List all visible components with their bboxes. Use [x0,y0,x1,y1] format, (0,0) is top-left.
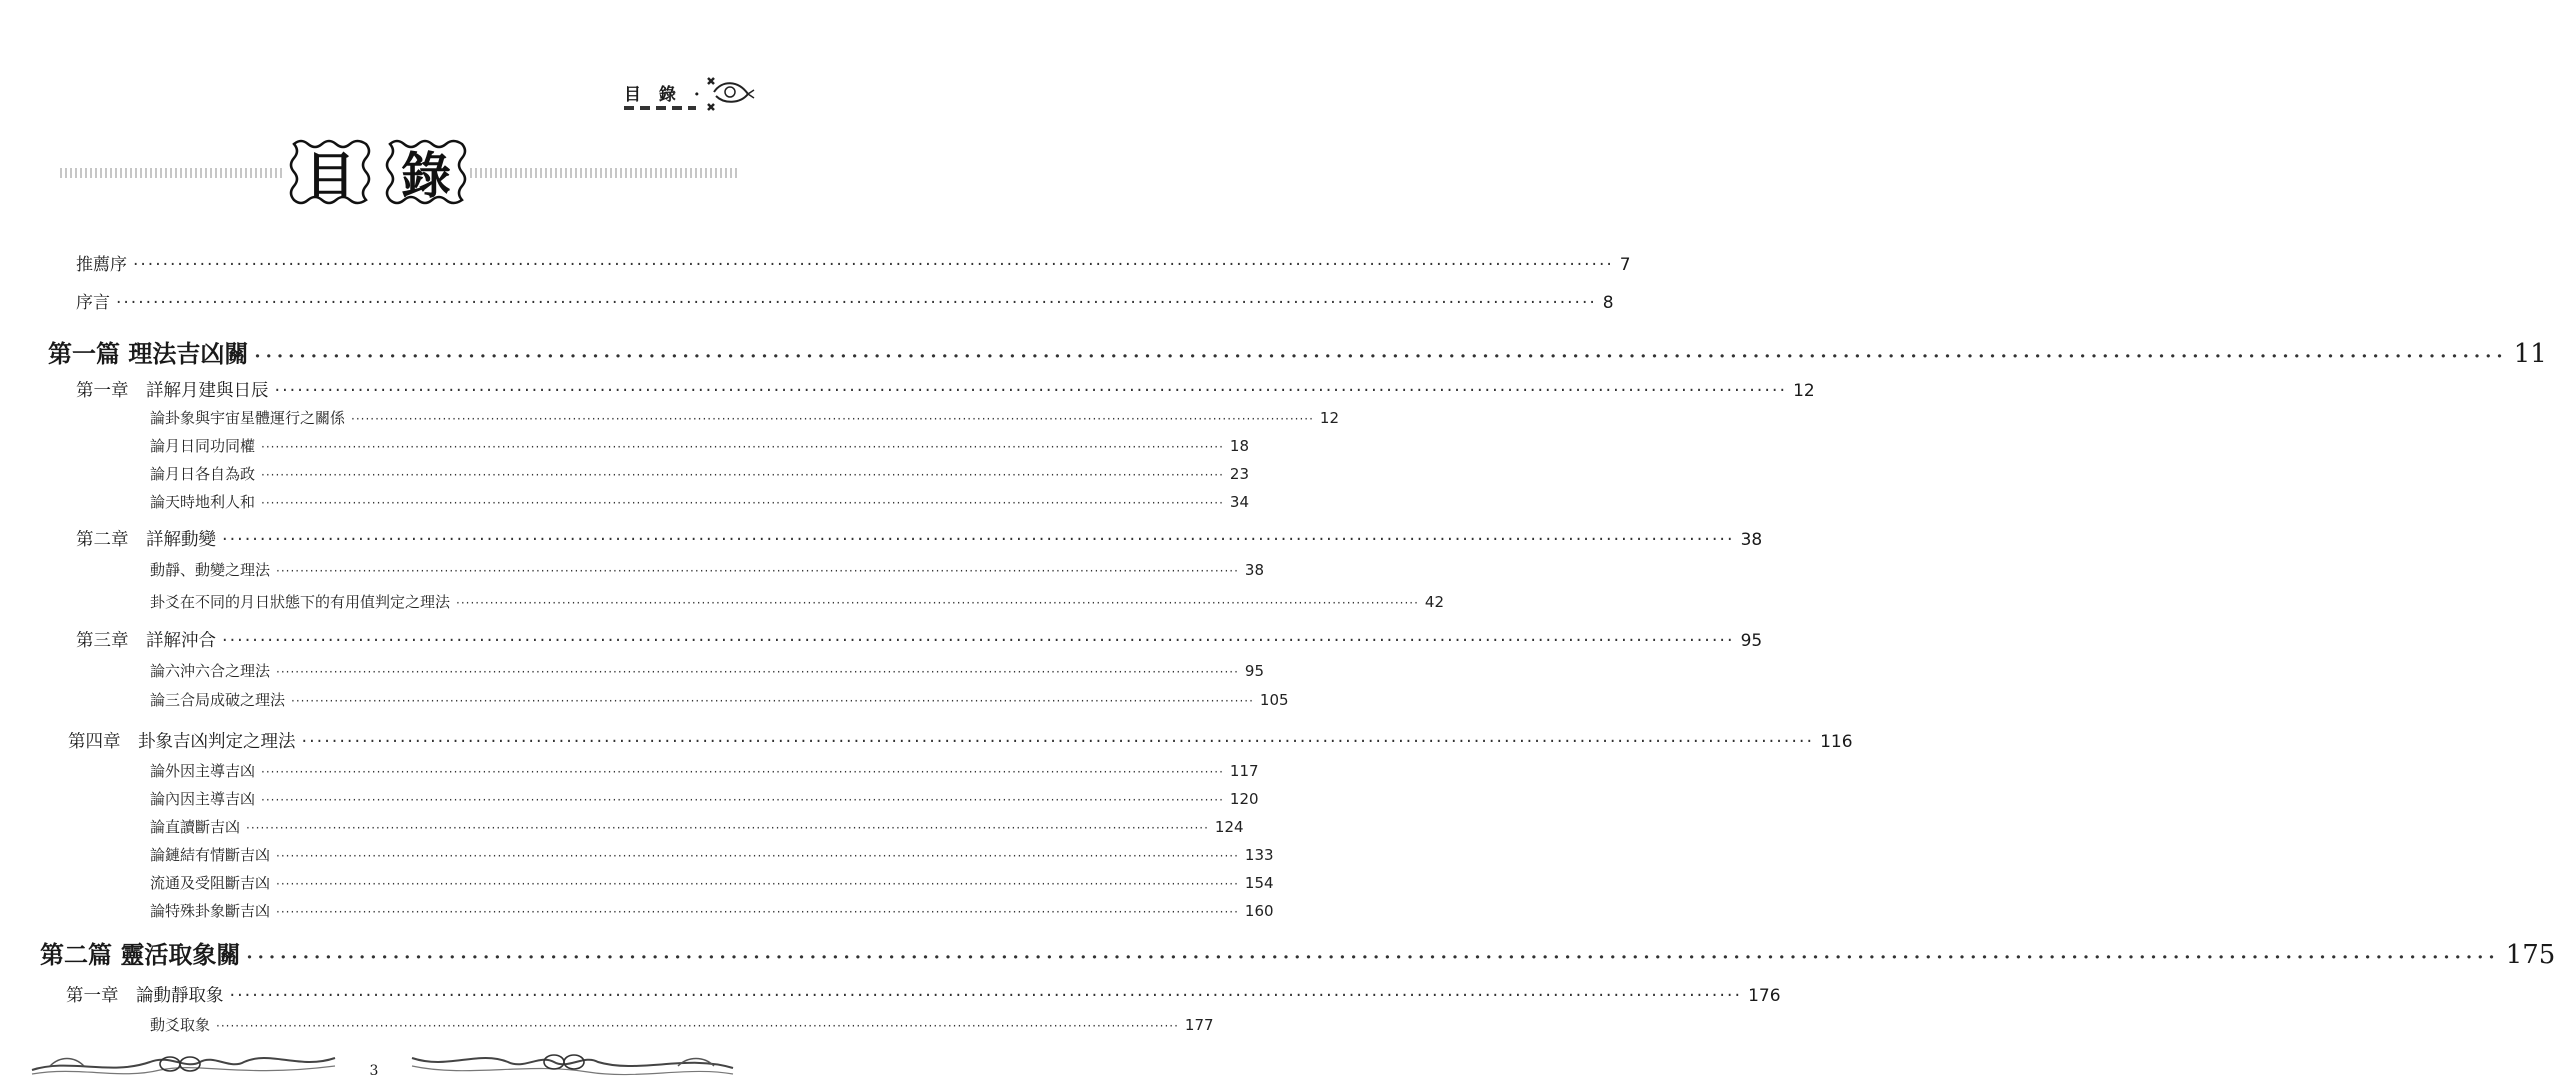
leader-dots: ········································································································································································································ [133,255,1614,275]
toc-entry-page: 105 [1259,691,1289,709]
toc-entry [150,900,1274,921]
leader-dots: ········································································································································································································ [229,986,1743,1006]
toc-entry-page: 42 [1424,593,1444,611]
leader-dots: ········································································································································································································ [301,732,1815,752]
toc-entry-label: 推薦序 [76,255,127,275]
toc-entry-label: 論卦象與宇宙星體運行之關係 [150,409,346,427]
toc-entry [76,288,1614,313]
leader-dots: ········································································································································································································ [254,346,2508,367]
toc-entry [40,935,2555,970]
toc-entry [150,591,1444,612]
toc-entry-page: 160 [1244,902,1274,920]
leader-dots: ········································································································································································································ [351,412,1314,426]
toc-entry-label: 論鏈結有情斷吉凶 [150,846,271,864]
toc-entry [150,435,1249,456]
toc-entry-page: 133 [1244,846,1274,864]
toc-entry-page: 12 [1793,381,1815,401]
leader-dots: ········································································································································································································ [276,877,1239,891]
toc-entry-label: 論月日同功同權 [150,437,256,455]
leader-dots: ········································································································································································································ [276,849,1239,863]
toc-entry [76,250,1631,275]
toc-entry-label: 第二章 詳解動變 [76,530,216,550]
toc-entry [150,1014,1214,1035]
toc-entry-label: 第四章 卦象吉凶判定之理法 [68,732,296,752]
toc-entry [48,334,2547,369]
toc-entry-label: 第三章 詳解沖合 [76,631,216,651]
toc-entry-label: 論六沖六合之理法 [150,662,271,680]
leader-dots: ········································································································································································································ [276,905,1239,919]
toc-entry-page: 38 [1244,561,1264,579]
leader-dots: ········································································································································································································ [261,468,1224,482]
title-band [0,138,798,208]
leader-dots: ········································································································································································································ [246,947,2500,968]
leader-dots: ········································································································································································································ [261,765,1224,779]
toc-entry [150,816,1244,837]
toc-entry-page: 23 [1229,465,1249,483]
title-box-1 [288,138,372,206]
toc-entry [150,463,1249,484]
decorative-band-right [470,168,738,178]
toc-entry-page: 11 [2513,339,2547,369]
toc-entry-page: 95 [1244,662,1264,680]
toc-entry [150,760,1259,781]
toc-entry-label: 流通及受阻斷吉凶 [150,874,271,892]
toc-entry-page: 8 [1602,293,1614,313]
footer-scroll-ornament-icon [30,1040,340,1080]
leader-dots: ········································································································································································································ [222,631,1735,651]
toc-entry-label: 論月日各自為政 [150,465,256,483]
toc-entry-label: 論直讀斷吉凶 [150,818,241,836]
toc-entry-label: 論三合局成破之理法 [150,691,286,709]
toc-entry-label: 論外因主導吉凶 [150,762,256,780]
leader-dots: ········································································································································································································ [456,596,1419,610]
toc-entry [150,559,1264,580]
toc-entry-label: 第一章 詳解月建與日辰 [76,381,269,401]
toc-entry-page: 120 [1229,790,1259,808]
toc-entry-label: 序言 [76,293,110,313]
decorative-band-left [60,168,282,178]
toc-entry [150,689,1289,710]
toc-entry-label: 動爻取象 [150,1016,211,1034]
leader-dots: ········································································································································································································ [222,530,1735,550]
toc-entry-label: 動靜、動變之理法 [150,561,271,579]
toc-entry-label: 第二篇 靈活取象關 [40,940,241,969]
toc-entry-label: 第一章 論動靜取象 [66,986,224,1006]
title-char-1: 目 [305,147,355,205]
leader-dots: ········································································································································································································ [216,1019,1179,1033]
header-dashes [624,106,696,110]
flourish-icon [700,70,756,118]
toc-entry-label: 論天時地利人和 [150,493,256,511]
toc-entry [150,491,1249,512]
toc-entry-page: 175 [2505,940,2555,970]
toc-entry-page: 177 [1184,1016,1214,1034]
title-box-2 [384,138,468,206]
leader-dots: ········································································································································································································ [246,821,1209,835]
toc-entry-label: 卦爻在不同的月日狀態下的有用值判定之理法 [150,593,451,611]
toc-entry [150,788,1259,809]
toc-entry-page: 176 [1748,986,1781,1006]
toc-entry-page: 18 [1229,437,1249,455]
toc-entry-page: 12 [1319,409,1339,427]
toc-entry [150,844,1274,865]
toc-entry [150,872,1274,893]
toc-entry-page: 124 [1214,818,1244,836]
page-number: 3 [369,1063,379,1079]
toc-entry-label: 論特殊卦象斷吉凶 [150,902,271,920]
toc-entry-page: 38 [1740,530,1763,550]
leader-dots: ········································································································································································································ [261,496,1224,510]
toc-entry [68,728,1853,753]
toc-entry-page: 116 [1820,732,1853,752]
toc-entry [66,982,1781,1007]
toc-entry-page: 7 [1619,255,1631,275]
toc-entry-page: 95 [1740,631,1763,651]
toc-entry-label: 論內因主導吉凶 [150,790,256,808]
toc-entry [150,660,1264,681]
toc-entry-page: 34 [1229,493,1249,511]
toc-entry-page: 154 [1244,874,1274,892]
leader-dots: ········································································································································································································ [116,293,1597,313]
footer-scroll-ornament-icon [408,1040,738,1080]
toc-entry-page: 117 [1229,762,1259,780]
page-footer [0,1040,798,1087]
leader-dots: ········································································································································································································ [274,381,1788,401]
section-header-tag [624,78,754,118]
toc-entry [76,377,1815,402]
title-char-2: 錄 [401,147,451,205]
toc-entry [76,526,1763,551]
leader-dots: ········································································································································································································ [276,564,1239,578]
section-label: 目 錄 · [624,85,706,105]
leader-dots: ········································································································································································································ [291,694,1254,708]
leader-dots: ········································································································································································································ [261,793,1224,807]
toc-entry-label: 第一篇 理法吉凶關 [48,339,249,368]
leader-dots: ········································································································································································································ [261,440,1224,454]
toc-entry [150,407,1339,428]
leader-dots: ········································································································································································································ [276,665,1239,679]
toc-entry [76,627,1763,652]
